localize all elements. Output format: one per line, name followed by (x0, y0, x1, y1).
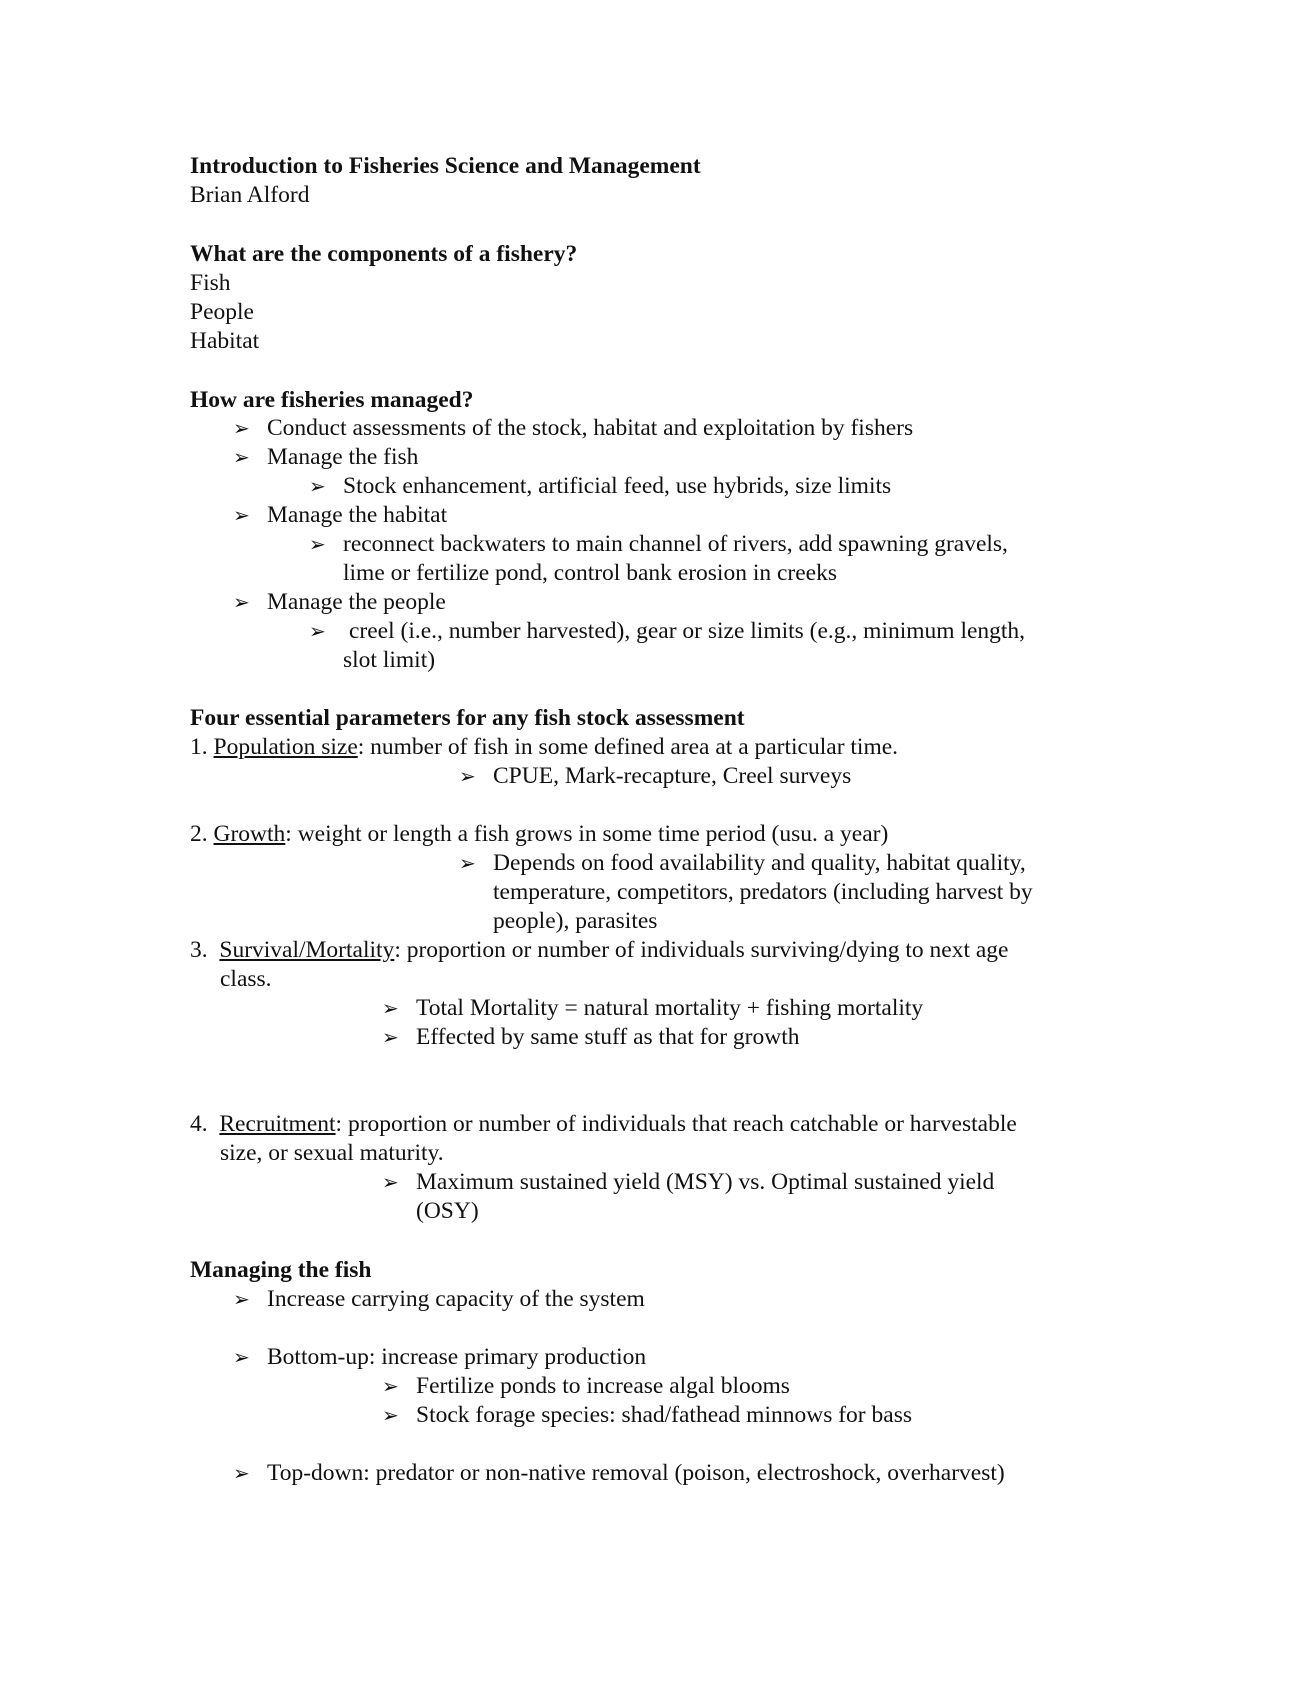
bullet-arrow-icon: ➢ (382, 1170, 399, 1194)
bullet-arrow-icon: ➢ (233, 1287, 250, 1311)
bullet-arrow-icon: ➢ (233, 1345, 250, 1369)
param-3-number: 3. (190, 937, 208, 963)
bullet-arrow-icon: ➢ (382, 1403, 399, 1427)
bullet-arrow-icon: ➢ (233, 503, 250, 527)
managing-heading: Managing the fish (190, 1257, 372, 1283)
components-heading: What are the components of a fishery? (190, 241, 578, 267)
managed-subbullet-people-line2: slot limit) (343, 647, 436, 673)
param-3-bullet-1: Total Mortality = natural mortality + fishing mortality (416, 995, 924, 1021)
bullet-arrow-icon: ➢ (382, 996, 399, 1020)
param-1-bullet: CPUE, Mark-recapture, Creel surveys (493, 763, 852, 789)
managing-bullet-top-down: Top-down: predator or non-native removal (poison, electroshock, overharvest) (267, 1460, 1005, 1486)
param-1-number: 1. (190, 734, 208, 760)
managed-subbullet-habitat-line1: reconnect backwaters to main channel of rivers, add spawning gravels, (343, 531, 1008, 557)
managed-bullet-fish: Manage the fish (267, 444, 419, 470)
managed-subbullet-fish: Stock enhancement, artificial feed, use hybrids, size limits (343, 473, 892, 499)
component-item-fish: Fish (190, 270, 231, 296)
param-2-bullet-line3: people), parasites (493, 908, 658, 934)
managed-bullet-assessments: Conduct assessments of the stock, habitat and exploitation by fishers (267, 415, 914, 441)
param-3-definition: : proportion or number of individuals surviving/dying to next age (394, 937, 1009, 963)
managed-heading: How are fisheries managed? (190, 387, 474, 413)
managed-subbullet-people-line1: creel (i.e., number harvested), gear or size limits (e.g., minimum length, (349, 618, 1026, 644)
bullet-arrow-icon: ➢ (309, 532, 326, 556)
param-1-definition: : number of fish in some defined area at a particular time. (357, 734, 899, 760)
param-4-term: Recruitment (219, 1111, 336, 1137)
param-4-definition: : proportion or number of individuals that reach catchable or harvestable (335, 1111, 1017, 1137)
component-item-habitat: Habitat (190, 328, 260, 354)
param-2-bullet-line1: Depends on food availability and quality, habitat quality, (493, 850, 1026, 876)
managed-bullet-people: Manage the people (267, 589, 446, 615)
component-item-people: People (190, 299, 254, 325)
bullet-arrow-icon: ➢ (309, 619, 326, 643)
document-title: Introduction to Fisheries Science and Management (190, 153, 701, 179)
param-1 (190, 733, 898, 762)
bullet-arrow-icon: ➢ (233, 590, 250, 614)
managed-bullet-habitat: Manage the habitat (267, 502, 448, 528)
param-2-term: Growth (213, 821, 286, 847)
param-4-number: 4. (190, 1111, 208, 1137)
param-3-definition-line2: class. (220, 966, 272, 992)
param-2 (190, 820, 888, 849)
param-2-bullet-line2: temperature, competitors, predators (including harvest by (493, 879, 1033, 905)
param-4-bullet-line2: (OSY) (416, 1198, 479, 1224)
param-3-bullet-2: Effected by same stuff as that for growth (416, 1024, 800, 1050)
managing-bullet-capacity: Increase carrying capacity of the system (267, 1286, 645, 1312)
param-2-number: 2. (190, 821, 208, 847)
bullet-arrow-icon: ➢ (459, 851, 476, 875)
managing-subbullet-forage: Stock forage species: shad/fathead minnows for bass (416, 1402, 912, 1428)
managed-subbullet-habitat-line2: lime or fertilize pond, control bank erosion in creeks (343, 560, 837, 586)
bullet-arrow-icon: ➢ (459, 764, 476, 788)
bullet-arrow-icon: ➢ (233, 445, 250, 469)
bullet-arrow-icon: ➢ (382, 1025, 399, 1049)
bullet-arrow-icon: ➢ (382, 1374, 399, 1398)
bullet-arrow-icon: ➢ (233, 416, 250, 440)
param-3-term: Survival/Mortality (219, 937, 395, 963)
document-author: Brian Alford (190, 182, 310, 208)
params-heading: Four essential parameters for any fish stock assessment (190, 705, 745, 731)
param-4-definition-line2: size, or sexual maturity. (220, 1140, 444, 1166)
managing-bullet-bottom-up: Bottom-up: increase primary production (267, 1344, 647, 1370)
bullet-arrow-icon: ➢ (233, 1461, 250, 1485)
param-2-definition: : weight or length a fish grows in some time period (usu. a year) (285, 821, 889, 847)
param-1-term: Population size (213, 734, 358, 760)
param-3 (190, 936, 1009, 965)
bullet-arrow-icon: ➢ (309, 474, 326, 498)
managing-subbullet-fertilize: Fertilize ponds to increase algal blooms (416, 1373, 790, 1399)
param-4-bullet-line1: Maximum sustained yield (MSY) vs. Optimal sustained yield (416, 1169, 995, 1195)
param-4 (190, 1110, 1017, 1139)
